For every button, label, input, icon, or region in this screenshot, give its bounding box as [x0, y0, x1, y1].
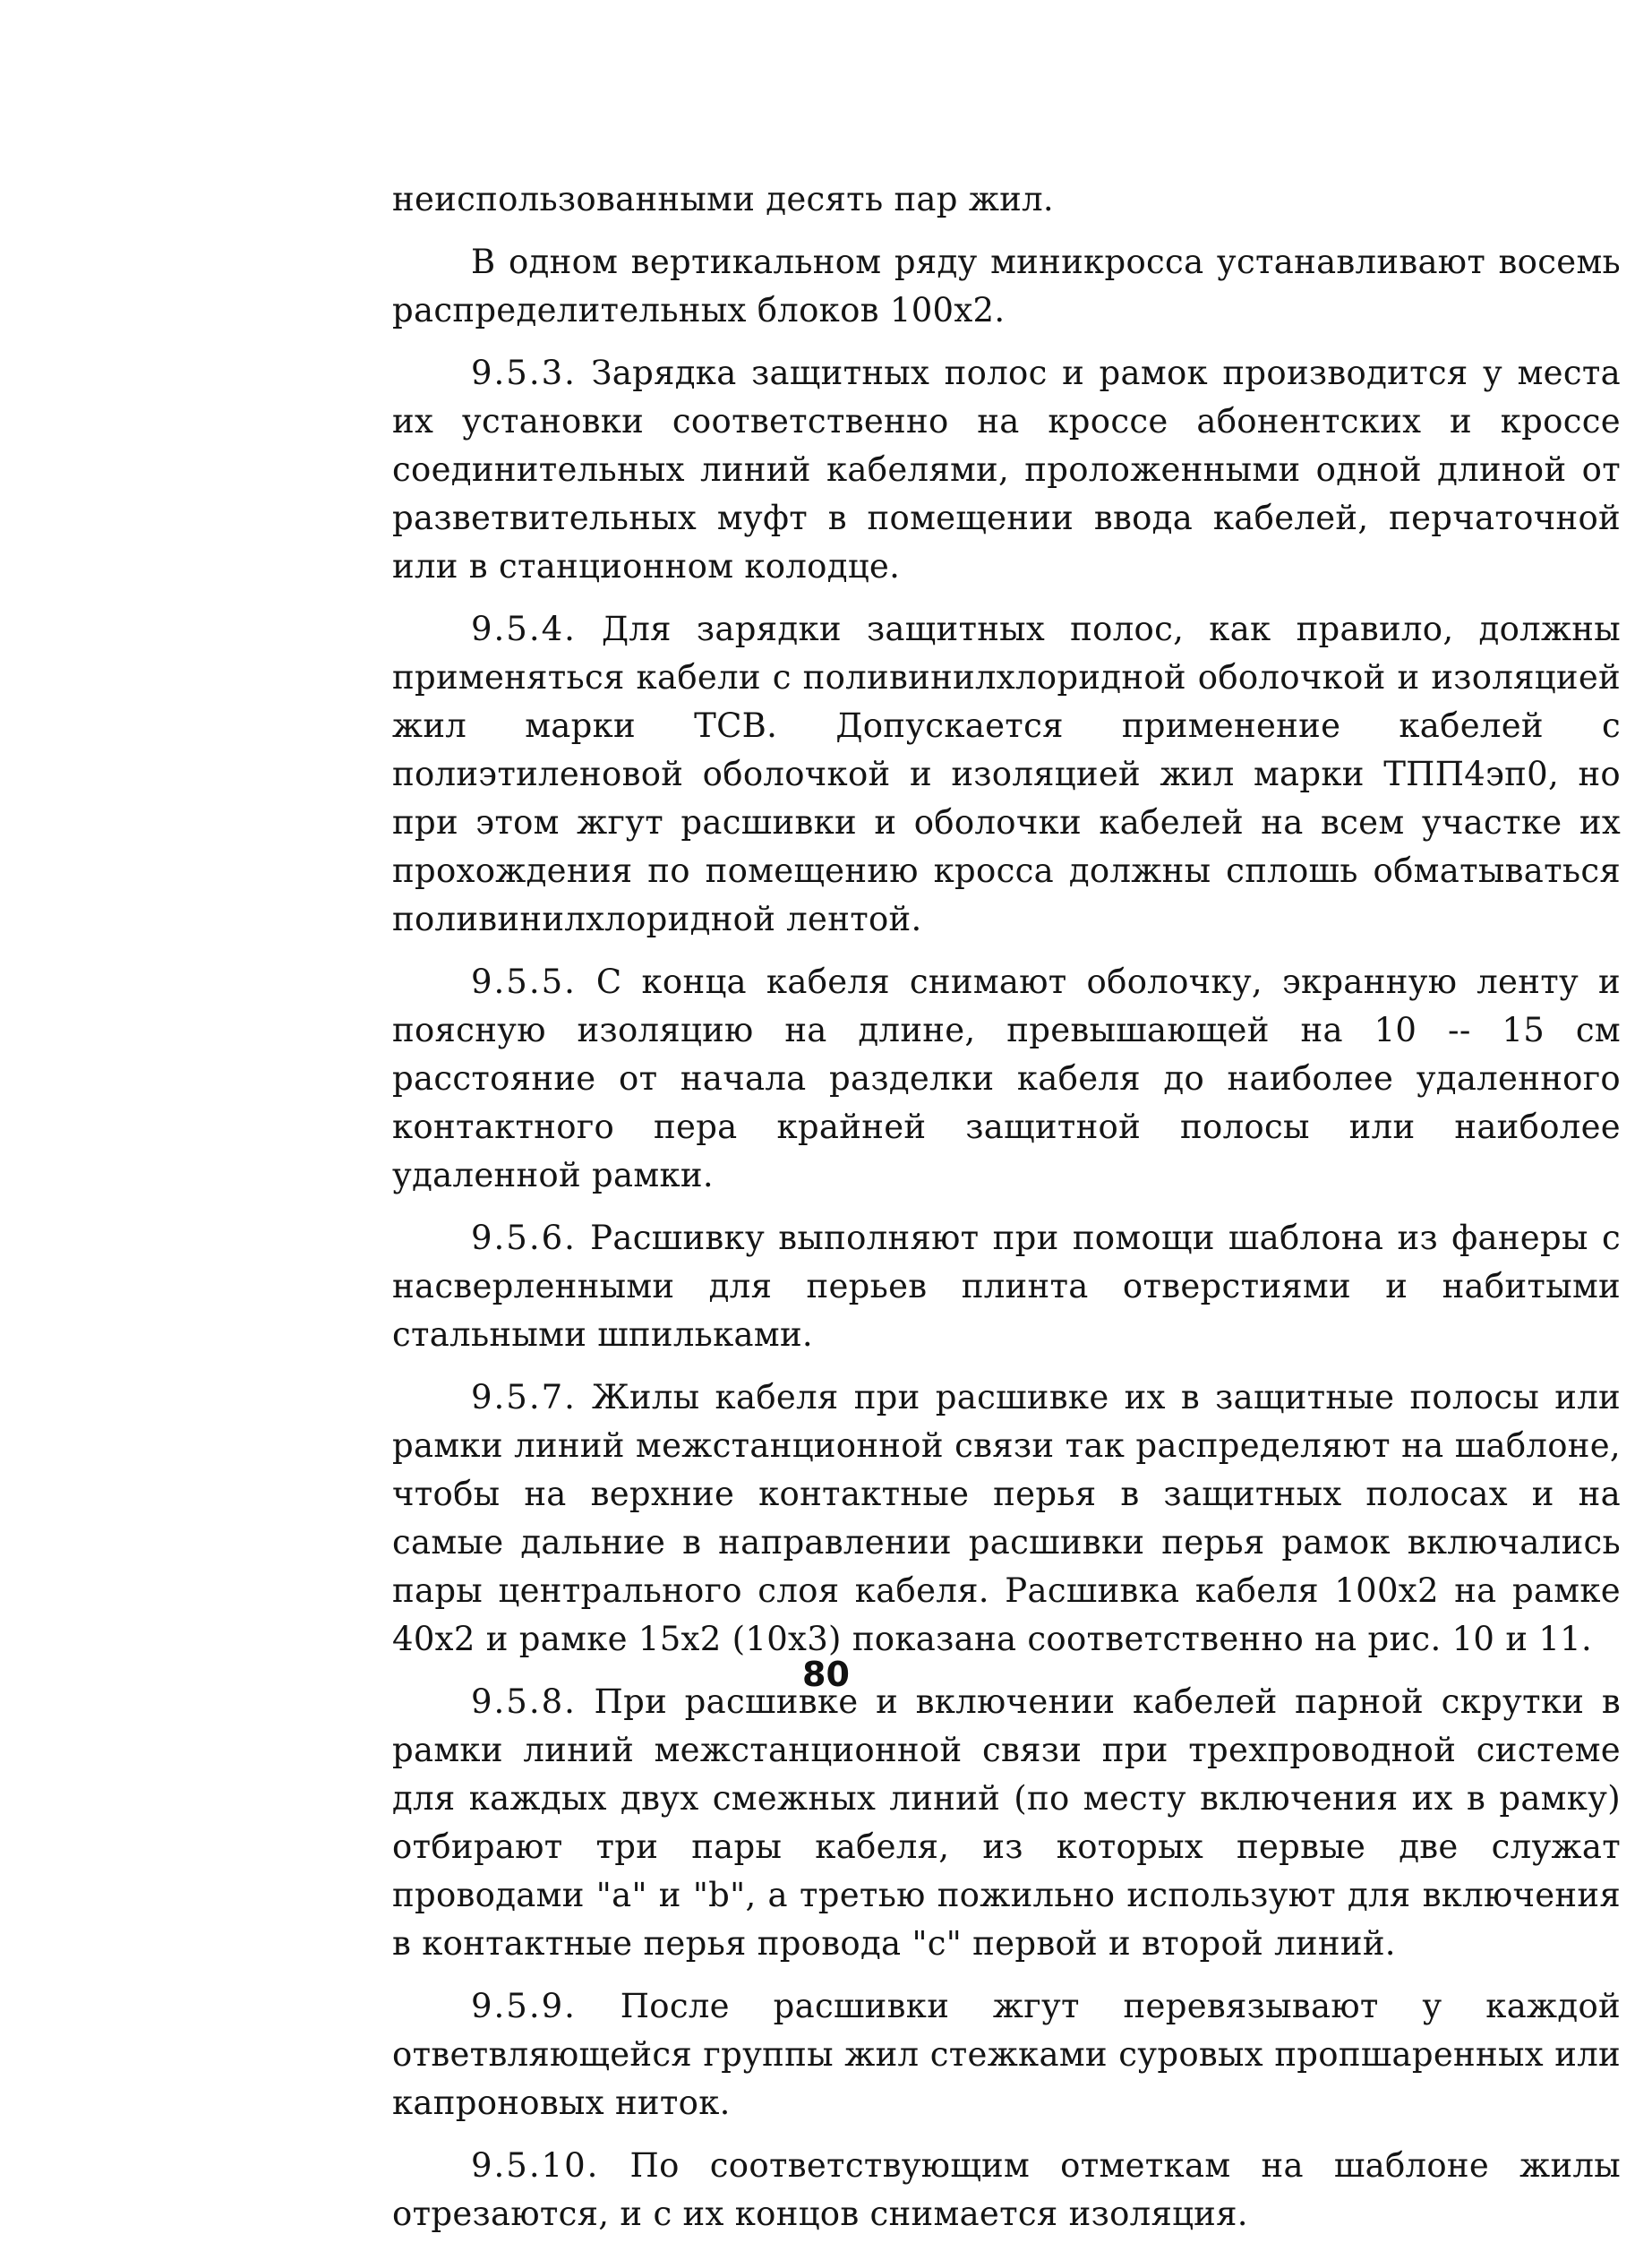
paragraph-text: Расшивку выполняют при помощи шаблона из фанеры с насверленными для перьев плинта отверстиями и набитыми стальными шпильками. — [392, 1219, 1621, 1354]
paragraph-mini-cross — [392, 238, 1621, 335]
paragraph-9-5-8 — [392, 1678, 1621, 1968]
paragraph-9-5-7 — [392, 1374, 1621, 1664]
document-page — [392, 175, 1621, 2253]
paragraph-text: В одном вертикальном ряду миникросса устанавливают восемь распределительных блоков 100х2. — [392, 243, 1621, 330]
paragraph-number: 9.5.3. — [471, 354, 577, 392]
paragraph-number: 9.5.9. — [471, 1987, 577, 2025]
paragraph-9-5-6 — [392, 1214, 1621, 1359]
paragraph-text: С конца кабеля снимают оболочку, экранную ленту и поясную изоляцию на длине, превышающей на 10 -- 15 см расстояние от начала разделки кабеля до наиболее удаленного контактного пера крайней защитной полосы или наиболее удаленной рамки. — [392, 963, 1622, 1194]
paragraph-text: По соответствующим отметкам на шаблоне жилы отрезаются, и с их концов снимается изоляция. — [392, 2146, 1622, 2233]
page-number: 80 — [802, 1655, 850, 1694]
paragraph-number: 9.5.8. — [471, 1682, 577, 1721]
paragraph-number: 9.5.6. — [471, 1219, 577, 1257]
paragraph-text: Жилы кабеля при расшивке их в защитные полосы или рамки линий межстанционной связи так распределяют на шаблоне, чтобы на верхние контактные перья в защитных полосах и на самые дальние в направлении расшивки перья рамок включались пары центрального слоя кабеля. Расшивка кабеля 100х2 на рамке 40х2 и рамке 15х2 (10х3) показана соответственно на рис. 10 и 11. — [392, 1378, 1622, 1658]
paragraph-text: После расшивки жгут перевязывают у каждой ответвляющейся группы жил стежками суровых пропшаренных или капроновых ниток. — [392, 1987, 1622, 2122]
paragraph-9-5-10 — [392, 2142, 1621, 2238]
paragraph-text: При расшивке и включении кабелей парной скрутки в рамки линий межстанционной связи при трехпроводной системе для каждых двух смежных линий (по месту включения их в рамку) отбирают три пары кабеля, из которых первые две служат проводами "a" и "b", а третью пожильно используют для включения в контактные перья провода "c" первой и второй линий. — [392, 1682, 1622, 1963]
paragraph-text: Для зарядки защитных полос, как правило, должны применяться кабели с поливинилхлоридной оболочкой и изоляцией жил марки ТСВ. Допускается применение кабелей с полиэтиленовой оболочкой и изоляцией жил марки ТПП4эп0, но при этом жгут расшивки и оболочки кабелей на всем участке их прохождения по помещению кросса должны сплошь обматываться поливинилхлоридной лентой. — [392, 610, 1621, 938]
paragraph-text: Зарядка защитных полос и рамок производится у места их установки соответственно на кроссе абонентских и кроссе соединительных линий кабелями, проложенными одной длиной от разветвительных муфт в помещении ввода кабелей, перчаточной или в станционном колодце. — [392, 354, 1622, 586]
paragraph-9-5-9 — [392, 1982, 1621, 2127]
paragraph-number: 9.5.10. — [471, 2146, 600, 2185]
paragraph-continuation — [392, 175, 1621, 224]
paragraph-9-5-5 — [392, 958, 1621, 1200]
paragraph-number: 9.5.7. — [471, 1378, 577, 1416]
paragraph-9-5-3 — [392, 349, 1621, 591]
paragraph-text: неиспользованными десять пар жил. — [392, 180, 1054, 218]
paragraph-9-5-4 — [392, 605, 1621, 944]
paragraph-number: 9.5.5. — [471, 963, 577, 1001]
paragraph-number: 9.5.4. — [471, 610, 577, 648]
